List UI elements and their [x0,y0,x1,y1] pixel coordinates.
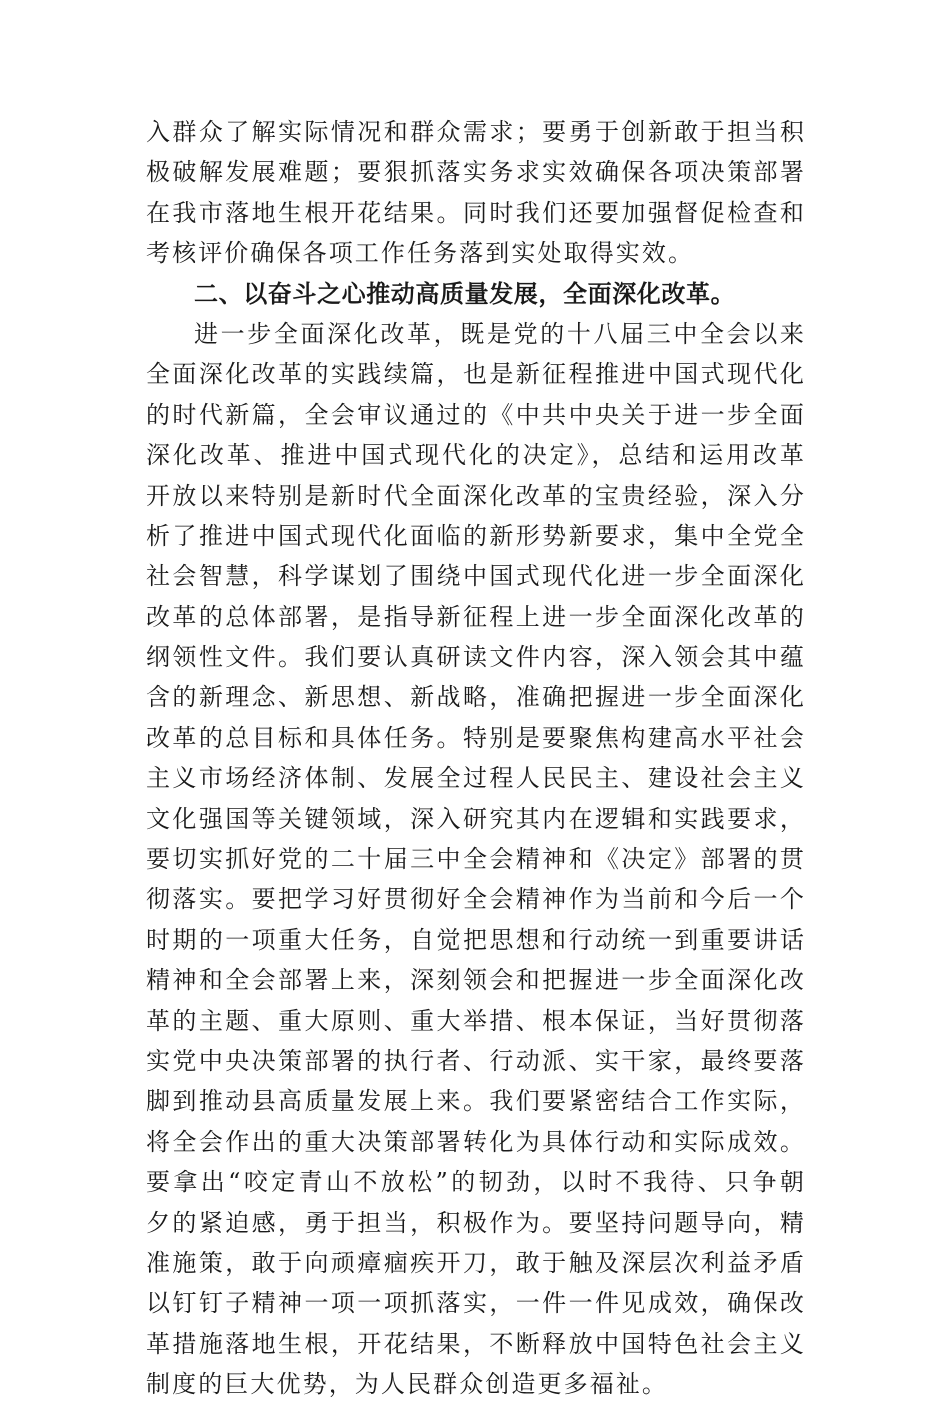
text-line: 考核评价确保各项工作任务落到实处取得实效。 [146,239,695,268]
text-line: 纲领性文件。我们要认真研读文件内容，深入领会其中蕴 [146,643,806,672]
text-line: 革的主题、重大原则、重大举措、根本保证，当好贯彻落 [146,1006,806,1035]
text-line: 要切实抓好党的二十届三中全会精神和《决定》部署的贯 [146,845,806,874]
text-line: 深化改革、推进中国式现代化的决定》，总结和运用改革 [146,441,806,470]
section-heading: 二、以奋斗之心推动高质量发展，全面深化改革。 [194,279,736,308]
text-line: 将全会作出的重大决策部署转化为具体行动和实际成效。 [146,1127,806,1156]
text-line: 文化强国等关键领域，深入研究其内在逻辑和实践要求， [146,804,806,833]
text-line: 社会智慧，科学谋划了围绕中国式现代化进一步全面深化 [146,562,806,591]
text-line: 改革的总目标和具体任务。特别是要聚焦构建高水平社会 [146,723,806,752]
text-line: 全面深化改革的实践续篇，也是新征程推进中国式现代化 [146,360,806,389]
text-line: 脚到推动县高质量发展上来。我们要紧密结合工作实际， [146,1087,806,1116]
paragraph-1 [146,112,806,274]
paragraph-2 [146,314,806,1405]
document-body [146,112,806,1405]
text-line: 主义市场经济体制、发展全过程人民民主、建设社会主义 [146,764,806,793]
text-line: 极破解发展难题；要狠抓落实务求实效确保各项决策部署 [146,158,806,187]
text-line: 的时代新篇，全会审议通过的《中共中央关于进一步全面 [146,400,806,429]
text-line: 精神和全会部署上来，深刻领会和把握进一步全面深化改 [146,966,806,995]
text-line: 制度的巨大优势，为人民群众创造更多福祉。 [146,1370,668,1399]
text-line: 入群众了解实际情况和群众需求；要勇于创新敢于担当积 [146,118,806,146]
text-line: 改革的总体部署，是指导新征程上进一步全面深化改革的 [146,602,806,631]
text-line: 开放以来特别是新时代全面深化改革的宝贵经验，深入分 [146,481,806,510]
text-line: 进一步全面深化改革，既是党的十八届三中全会以来 [194,319,806,348]
text-line: 革措施落地生根，开花结果，不断释放中国特色社会主义 [146,1329,806,1358]
text-line: 时期的一项重大任务，自觉把思想和行动统一到重要讲话 [146,925,806,954]
text-line: 在我市落地生根开花结果。同时我们还要加强督促检查和 [146,198,806,227]
text-line: 析了推进中国式现代化面临的新形势新要求，集中全党全 [146,521,806,550]
text-line: 准施策，敢于向顽瘴痼疾开刀，敢于触及深层次利益矛盾 [146,1248,806,1277]
text-line: 含的新理念、新思想、新战略，准确把握进一步全面深化 [146,683,806,712]
text-line: 实党中央决策部署的执行者、行动派、实干家，最终要落 [146,1046,806,1075]
text-line: 以钉钉子精神一项一项抓落实，一件一件见成效，确保改 [146,1289,806,1318]
text-line: 要拿出“咬定青山不放松”的韧劲，以时不我待、只争朝 [146,1168,806,1197]
text-line: 夕的紧迫感，勇于担当，积极作为。要坚持问题导向，精 [146,1208,806,1237]
text-line: 彻落实。要把学习好贯彻好全会精神作为当前和今后一个 [146,885,806,914]
